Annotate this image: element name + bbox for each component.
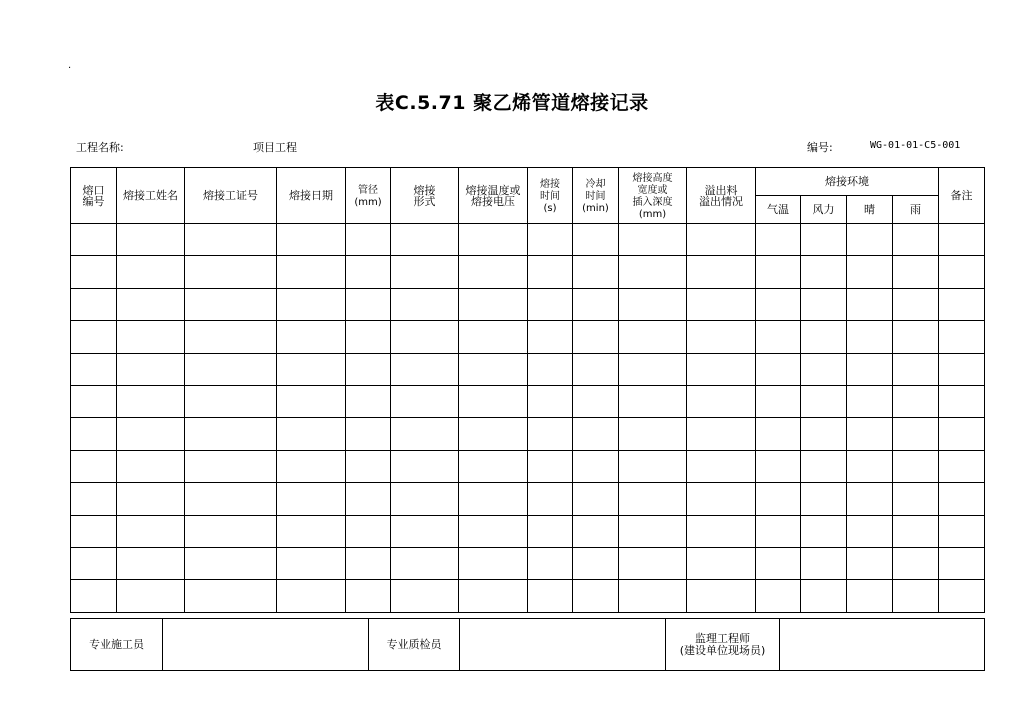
table-cell[interactable] [117, 321, 185, 353]
table-cell[interactable] [847, 483, 893, 515]
table-cell[interactable] [893, 483, 939, 515]
table-cell[interactable] [801, 450, 847, 482]
table-cell[interactable] [346, 547, 391, 579]
project-label: 工程名称: [76, 141, 124, 154]
table-cell[interactable] [619, 580, 687, 612]
table-cell[interactable] [346, 515, 391, 547]
table-row [71, 515, 985, 547]
table-cell[interactable] [71, 580, 117, 612]
table-cell[interactable] [71, 288, 117, 320]
table-cell[interactable] [185, 321, 277, 353]
table-cell[interactable] [185, 483, 277, 515]
inspector-signature-cell[interactable] [460, 619, 666, 671]
table-cell[interactable] [391, 288, 459, 320]
table-cell[interactable] [346, 288, 391, 320]
code-label: 编号: [807, 141, 833, 154]
table-cell[interactable] [391, 515, 459, 547]
table-cell[interactable] [391, 580, 459, 612]
table-cell[interactable] [185, 288, 277, 320]
table-cell[interactable] [528, 547, 573, 579]
table-cell[interactable] [346, 256, 391, 288]
table-cell[interactable] [847, 385, 893, 417]
table-cell[interactable] [756, 353, 801, 385]
table-cell[interactable] [391, 224, 459, 256]
table-cell[interactable] [847, 450, 893, 482]
project-value: 项目工程 [253, 141, 297, 154]
table-cell[interactable] [801, 385, 847, 417]
table-cell[interactable] [185, 353, 277, 385]
table-cell[interactable] [687, 288, 756, 320]
table-cell[interactable] [687, 547, 756, 579]
table-cell[interactable] [893, 385, 939, 417]
table-cell[interactable] [756, 385, 801, 417]
table-cell[interactable] [756, 321, 801, 353]
table-cell[interactable] [756, 580, 801, 612]
table-cell[interactable] [573, 353, 619, 385]
table-cell[interactable] [277, 353, 346, 385]
table-cell[interactable] [801, 224, 847, 256]
table-cell[interactable] [71, 483, 117, 515]
table-cell[interactable] [893, 224, 939, 256]
table-cell[interactable] [71, 321, 117, 353]
table-row [71, 256, 985, 288]
table-cell[interactable] [619, 224, 687, 256]
table-cell[interactable] [277, 580, 346, 612]
inspector-label: 专业质检员 [369, 619, 460, 671]
table-row [71, 385, 985, 417]
table-cell[interactable] [185, 385, 277, 417]
table-cell[interactable] [459, 353, 528, 385]
table-cell[interactable] [346, 353, 391, 385]
supervisor-signature-cell[interactable] [780, 619, 985, 671]
table-cell[interactable] [117, 418, 185, 450]
table-cell[interactable] [756, 256, 801, 288]
table-cell[interactable] [687, 515, 756, 547]
table-cell[interactable] [893, 450, 939, 482]
table-cell[interactable] [528, 224, 573, 256]
table-cell[interactable] [619, 515, 687, 547]
table-cell[interactable] [687, 321, 756, 353]
table-cell[interactable] [459, 483, 528, 515]
table-cell[interactable] [117, 353, 185, 385]
table-cell[interactable] [459, 450, 528, 482]
header-bead-height: 熔接高度 宽度或 插入深度 (mm) [619, 168, 687, 224]
table-cell[interactable] [573, 418, 619, 450]
table-cell[interactable] [801, 547, 847, 579]
table-cell[interactable] [459, 321, 528, 353]
table-cell[interactable] [391, 483, 459, 515]
table-cell[interactable] [801, 353, 847, 385]
table-cell[interactable] [801, 580, 847, 612]
table-cell[interactable] [117, 256, 185, 288]
table-row [71, 288, 985, 320]
table-cell[interactable] [277, 256, 346, 288]
table-cell[interactable] [847, 547, 893, 579]
table-cell[interactable] [847, 224, 893, 256]
supervisor-label: 监理工程师 (建设单位现场员) [666, 619, 780, 671]
header-welder-name: 熔接工姓名 [117, 168, 185, 224]
weld-record-table [70, 167, 985, 613]
table-cell[interactable] [573, 385, 619, 417]
table-cell[interactable] [756, 288, 801, 320]
table-cell[interactable] [619, 483, 687, 515]
table-cell[interactable] [939, 418, 985, 450]
table-cell[interactable] [459, 385, 528, 417]
table-cell[interactable] [687, 353, 756, 385]
table-cell[interactable] [71, 547, 117, 579]
table-cell[interactable] [847, 256, 893, 288]
table-cell[interactable] [185, 224, 277, 256]
table-cell[interactable] [939, 256, 985, 288]
table-cell[interactable] [756, 483, 801, 515]
table-cell[interactable] [185, 547, 277, 579]
table-cell[interactable] [346, 418, 391, 450]
table-cell[interactable] [756, 547, 801, 579]
table-cell[interactable] [847, 321, 893, 353]
table-cell[interactable] [277, 450, 346, 482]
table-row [71, 450, 985, 482]
table-cell[interactable] [528, 256, 573, 288]
table-cell[interactable] [893, 515, 939, 547]
table-cell[interactable] [277, 418, 346, 450]
table-row [71, 418, 985, 450]
constructor-signature-cell[interactable] [163, 619, 369, 671]
header-env-wind: 风力 [801, 196, 847, 224]
table-cell[interactable] [71, 418, 117, 450]
table-cell[interactable] [573, 483, 619, 515]
table-cell[interactable] [619, 321, 687, 353]
table-cell[interactable] [619, 547, 687, 579]
table-cell[interactable] [391, 353, 459, 385]
table-row [71, 483, 985, 515]
header-env-rain: 雨 [893, 196, 939, 224]
table-cell[interactable] [71, 450, 117, 482]
constructor-label: 专业施工员 [71, 619, 163, 671]
header-remarks: 备注 [939, 168, 985, 224]
table-cell[interactable] [277, 224, 346, 256]
table-row [71, 547, 985, 579]
table-cell[interactable] [801, 321, 847, 353]
table-cell[interactable] [185, 580, 277, 612]
header-temp-voltage: 熔接温度或 熔接电压 [459, 168, 528, 224]
table-cell[interactable] [528, 450, 573, 482]
signature-table [70, 618, 985, 671]
header-weld-time: 熔接 时间 (s) [528, 168, 573, 224]
table-cell[interactable] [893, 321, 939, 353]
table-cell[interactable] [619, 288, 687, 320]
table-cell[interactable] [939, 580, 985, 612]
table-cell[interactable] [893, 353, 939, 385]
table-row [71, 353, 985, 385]
table-cell[interactable] [573, 547, 619, 579]
table-cell[interactable] [619, 385, 687, 417]
header-pipe-diameter: 管径 (mm) [346, 168, 391, 224]
table-cell[interactable] [939, 288, 985, 320]
table-cell[interactable] [573, 224, 619, 256]
table-cell[interactable] [117, 224, 185, 256]
table-cell[interactable] [391, 450, 459, 482]
header-env-sunny: 晴 [847, 196, 893, 224]
table-cell[interactable] [346, 483, 391, 515]
table-cell[interactable] [185, 450, 277, 482]
table-cell[interactable] [619, 353, 687, 385]
table-cell[interactable] [391, 418, 459, 450]
table-cell[interactable] [185, 256, 277, 288]
header-environment: 熔接环境 [756, 168, 939, 196]
table-cell[interactable] [71, 224, 117, 256]
table-cell[interactable] [185, 515, 277, 547]
table-cell[interactable] [277, 515, 346, 547]
table-cell[interactable] [939, 515, 985, 547]
table-cell[interactable] [71, 385, 117, 417]
table-row [71, 321, 985, 353]
table-cell[interactable] [528, 483, 573, 515]
table-cell[interactable] [756, 515, 801, 547]
header-welder-cert: 熔接工证号 [185, 168, 277, 224]
table-cell[interactable] [573, 515, 619, 547]
table-row [71, 224, 985, 256]
table-cell[interactable] [277, 483, 346, 515]
table-cell[interactable] [939, 483, 985, 515]
table-cell[interactable] [528, 288, 573, 320]
table-cell[interactable] [801, 483, 847, 515]
table-cell[interactable] [619, 450, 687, 482]
table-cell[interactable] [391, 321, 459, 353]
table-cell[interactable] [459, 547, 528, 579]
table-cell[interactable] [459, 288, 528, 320]
table-cell[interactable] [71, 353, 117, 385]
table-cell[interactable] [939, 385, 985, 417]
table-cell[interactable] [346, 224, 391, 256]
table-cell[interactable] [117, 450, 185, 482]
table-cell[interactable] [346, 450, 391, 482]
table-row [71, 580, 985, 612]
table-cell[interactable] [117, 385, 185, 417]
table-cell[interactable] [117, 547, 185, 579]
table-cell[interactable] [528, 580, 573, 612]
table-cell[interactable] [277, 288, 346, 320]
table-cell[interactable] [687, 224, 756, 256]
table-cell[interactable] [893, 288, 939, 320]
table-cell[interactable] [459, 224, 528, 256]
table-cell[interactable] [619, 418, 687, 450]
header-cool-time: 冷却 时间 (min) [573, 168, 619, 224]
table-cell[interactable] [939, 224, 985, 256]
table-cell[interactable] [847, 288, 893, 320]
header-joint-no: 熔口 编号 [71, 168, 117, 224]
table-cell[interactable] [893, 547, 939, 579]
table-cell[interactable] [847, 580, 893, 612]
header-weld-date: 熔接日期 [277, 168, 346, 224]
table-cell[interactable] [687, 483, 756, 515]
table-cell[interactable] [528, 385, 573, 417]
table-cell[interactable] [528, 418, 573, 450]
table-cell[interactable] [528, 321, 573, 353]
table-cell[interactable] [117, 515, 185, 547]
table-cell[interactable] [893, 256, 939, 288]
table-cell[interactable] [391, 547, 459, 579]
table-cell[interactable] [277, 547, 346, 579]
header-overflow: 溢出料 溢出情况 [687, 168, 756, 224]
table-cell[interactable] [893, 418, 939, 450]
table-cell[interactable] [847, 418, 893, 450]
table-cell[interactable] [71, 256, 117, 288]
code-value: WG-01-01-C5-001 [870, 140, 961, 151]
table-cell[interactable] [277, 385, 346, 417]
table-cell[interactable] [71, 515, 117, 547]
table-cell[interactable] [117, 483, 185, 515]
table-cell[interactable] [619, 256, 687, 288]
table-cell[interactable] [801, 515, 847, 547]
table-cell[interactable] [756, 418, 801, 450]
table-cell[interactable] [185, 418, 277, 450]
table-cell[interactable] [687, 385, 756, 417]
page-title: 表C.5.71 聚乙烯管道熔接记录 [375, 92, 649, 114]
table-cell[interactable] [459, 256, 528, 288]
table-cell[interactable] [687, 580, 756, 612]
table-cell[interactable] [573, 450, 619, 482]
table-cell[interactable] [346, 385, 391, 417]
table-cell[interactable] [391, 256, 459, 288]
table-cell[interactable] [939, 547, 985, 579]
table-cell[interactable] [573, 256, 619, 288]
table-cell[interactable] [117, 288, 185, 320]
table-cell[interactable] [528, 353, 573, 385]
table-cell[interactable] [459, 515, 528, 547]
table-cell[interactable] [847, 353, 893, 385]
table-cell[interactable] [939, 321, 985, 353]
table-cell[interactable] [756, 450, 801, 482]
table-cell[interactable] [687, 450, 756, 482]
table-cell[interactable] [756, 224, 801, 256]
table-cell[interactable] [528, 515, 573, 547]
table-cell[interactable] [801, 418, 847, 450]
table-cell[interactable] [847, 515, 893, 547]
corner-dot: . [68, 60, 72, 71]
table-cell[interactable] [939, 450, 985, 482]
table-cell[interactable] [801, 288, 847, 320]
table-cell[interactable] [801, 256, 847, 288]
table-cell[interactable] [573, 288, 619, 320]
table-cell[interactable] [687, 256, 756, 288]
header-weld-type: 熔接 形式 [391, 168, 459, 224]
table-cell[interactable] [117, 580, 185, 612]
header-env-temp: 气温 [756, 196, 801, 224]
table-cell[interactable] [346, 580, 391, 612]
table-cell[interactable] [573, 321, 619, 353]
table-cell[interactable] [893, 580, 939, 612]
table-cell[interactable] [573, 580, 619, 612]
table-cell[interactable] [687, 418, 756, 450]
table-cell[interactable] [391, 385, 459, 417]
table-cell[interactable] [277, 321, 346, 353]
table-cell[interactable] [346, 321, 391, 353]
table-cell[interactable] [939, 353, 985, 385]
table-cell[interactable] [459, 580, 528, 612]
table-cell[interactable] [459, 418, 528, 450]
